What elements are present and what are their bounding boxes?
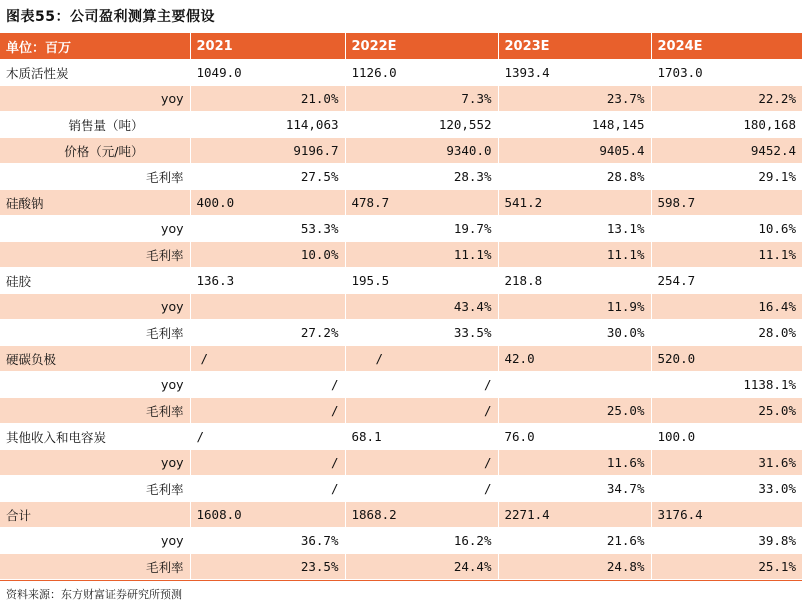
header-2021: 2021 [190, 33, 345, 60]
row-label: yoy [0, 86, 190, 112]
cell-value [190, 294, 345, 320]
cell-value: 19.7% [345, 216, 498, 242]
cell-value: 120,552 [345, 112, 498, 138]
cell-value: 254.7 [651, 268, 802, 294]
table-row [0, 216, 802, 242]
row-label: yoy [0, 216, 190, 242]
cell-value: 21.6% [498, 528, 651, 554]
table-row [0, 294, 802, 320]
cell-value: 13.1% [498, 216, 651, 242]
table-row [0, 346, 802, 372]
cell-value: 10.0% [190, 242, 345, 268]
cell-value: 3176.4 [651, 502, 802, 528]
cell-value: 195.5 [345, 268, 498, 294]
cell-value: 25.1% [651, 554, 802, 580]
row-label: 毛利率 [0, 476, 190, 502]
cell-value: / [345, 346, 498, 372]
cell-value: 9340.0 [345, 138, 498, 164]
table-row [0, 502, 802, 528]
cell-value: 100.0 [651, 424, 802, 450]
header-2023e: 2023E [498, 33, 651, 60]
cell-value: 9405.4 [498, 138, 651, 164]
cell-value: / [190, 450, 345, 476]
cell-value: 148,145 [498, 112, 651, 138]
cell-value: 7.3% [345, 86, 498, 112]
table-row [0, 554, 802, 580]
cell-value: 23.7% [498, 86, 651, 112]
cell-value: 1138.1% [651, 372, 802, 398]
table-row [0, 242, 802, 268]
cell-value: 34.7% [498, 476, 651, 502]
row-label: yoy [0, 372, 190, 398]
cell-value: 10.6% [651, 216, 802, 242]
table-row [0, 190, 802, 216]
cell-value: 30.0% [498, 320, 651, 346]
cell-value: / [345, 398, 498, 424]
table-row [0, 424, 802, 450]
row-label: 硅酸钠 [0, 190, 190, 216]
row-label: yoy [0, 294, 190, 320]
cell-value: 24.8% [498, 554, 651, 580]
cell-value: 33.0% [651, 476, 802, 502]
row-label: 其他收入和电容炭 [0, 424, 190, 450]
row-label: 毛利率 [0, 398, 190, 424]
cell-value: 23.5% [190, 554, 345, 580]
header-unit: 单位：百万 [0, 33, 190, 60]
cell-value: 180,168 [651, 112, 802, 138]
cell-value: 11.6% [498, 450, 651, 476]
cell-value: 11.1% [498, 242, 651, 268]
cell-value: / [345, 450, 498, 476]
table-row [0, 528, 802, 554]
cell-value: / [190, 424, 345, 450]
cell-value [498, 372, 651, 398]
cell-value: / [190, 346, 345, 372]
row-label: yoy [0, 450, 190, 476]
cell-value: 43.4% [345, 294, 498, 320]
table-title: 图表55：公司盈利测算主要假设 [6, 9, 215, 25]
table-row [0, 450, 802, 476]
row-label: 木质活性炭 [0, 60, 190, 86]
cell-value: 1126.0 [345, 60, 498, 86]
cell-value: 68.1 [345, 424, 498, 450]
row-label: 毛利率 [0, 164, 190, 190]
cell-value: 1049.0 [190, 60, 345, 86]
cell-value: 2271.4 [498, 502, 651, 528]
cell-value: 9196.7 [190, 138, 345, 164]
table-row [0, 268, 802, 294]
cell-value: 28.3% [345, 164, 498, 190]
cell-value: 136.3 [190, 268, 345, 294]
cell-value: 33.5% [345, 320, 498, 346]
cell-value: 28.8% [498, 164, 651, 190]
cell-value: 22.2% [651, 86, 802, 112]
cell-value: 25.0% [651, 398, 802, 424]
row-label: yoy [0, 528, 190, 554]
cell-value: 541.2 [498, 190, 651, 216]
cell-value: / [345, 476, 498, 502]
bottom-divider [0, 580, 802, 581]
table-header-row [0, 33, 802, 60]
row-label: 销售量（吨） [0, 112, 190, 138]
cell-value: 400.0 [190, 190, 345, 216]
cell-value: 478.7 [345, 190, 498, 216]
profit-assumptions-table [0, 33, 802, 579]
table-row [0, 372, 802, 398]
cell-value: / [190, 372, 345, 398]
cell-value: 27.5% [190, 164, 345, 190]
cell-value: 11.1% [345, 242, 498, 268]
cell-value: 598.7 [651, 190, 802, 216]
source-note: 资料来源：东方财富证券研究所预测 [6, 588, 182, 601]
cell-value: 36.7% [190, 528, 345, 554]
cell-value: 39.8% [651, 528, 802, 554]
table-row [0, 86, 802, 112]
cell-value: 21.0% [190, 86, 345, 112]
table-row [0, 164, 802, 190]
row-label: 毛利率 [0, 242, 190, 268]
table-row [0, 320, 802, 346]
cell-value: 53.3% [190, 216, 345, 242]
cell-value: 24.4% [345, 554, 498, 580]
cell-value: 11.1% [651, 242, 802, 268]
row-label: 毛利率 [0, 320, 190, 346]
table-row [0, 476, 802, 502]
table-row [0, 138, 802, 164]
cell-value: 1703.0 [651, 60, 802, 86]
row-label: 硬碳负极 [0, 346, 190, 372]
cell-value: 28.0% [651, 320, 802, 346]
row-label: 硅胶 [0, 268, 190, 294]
row-label: 毛利率 [0, 554, 190, 580]
cell-value: 520.0 [651, 346, 802, 372]
cell-value: 11.9% [498, 294, 651, 320]
cell-value: 1393.4 [498, 60, 651, 86]
cell-value: / [190, 398, 345, 424]
row-label: 价格（元/吨） [0, 138, 190, 164]
cell-value: 76.0 [498, 424, 651, 450]
cell-value: 16.2% [345, 528, 498, 554]
cell-value: 16.4% [651, 294, 802, 320]
cell-value: 29.1% [651, 164, 802, 190]
cell-value: 1608.0 [190, 502, 345, 528]
cell-value: 31.6% [651, 450, 802, 476]
table-row [0, 398, 802, 424]
cell-value: 42.0 [498, 346, 651, 372]
row-label: 合计 [0, 502, 190, 528]
cell-value: 27.2% [190, 320, 345, 346]
cell-value: 1868.2 [345, 502, 498, 528]
header-2022e: 2022E [345, 33, 498, 60]
header-2024e: 2024E [651, 33, 802, 60]
cell-value: 218.8 [498, 268, 651, 294]
table-row [0, 112, 802, 138]
cell-value: / [345, 372, 498, 398]
cell-value: / [190, 476, 345, 502]
cell-value: 25.0% [498, 398, 651, 424]
cell-value: 9452.4 [651, 138, 802, 164]
table-row [0, 60, 802, 86]
cell-value: 114,063 [190, 112, 345, 138]
